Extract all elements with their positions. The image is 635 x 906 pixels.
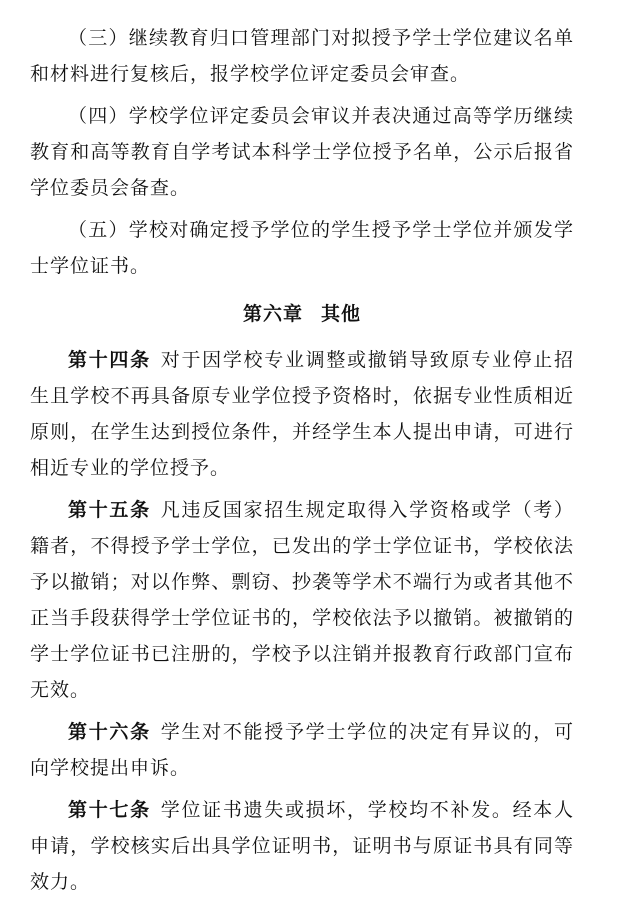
procedure-item-3: （三）继续教育归口管理部门对拟授予学士学位建议名单和材料进行复核后，报学校学位评定委员会审查。: [30, 27, 574, 85]
article-16: [30, 714, 574, 786]
article-14: [30, 342, 574, 486]
article-16-body: 学生对不能授予学士学位的决定有异议的，可向学校提出申诉。: [30, 721, 574, 779]
article-17-body: 学位证书遗失或损坏，学校均不补发。经本人申请，学校核实后出具学位证明书，证明书与原证书具有同等效力。: [30, 799, 574, 893]
article-14-body: 对于因学校专业调整或撤销导致原专业停止招生且学校不再具备原专业学位授予资格时，依据专业性质相近原则，在学生达到授位条件，并经学生本人提出申请，可进行相近专业的学位授予。: [30, 349, 574, 479]
article-15-body: 凡违反国家招生规定取得入学资格或学（考）籍者，不得授予学士学位，已发出的学士学位证书，学校依法予以撤销；对以作弊、剽窃、抄袭等学术不端行为或者其他不正当手段获得学士学位证书的，学校依法予以撤销。被撤销的学士学位证书已注册的，学校予以注销并报教育行政部门宣布无效。: [30, 499, 574, 701]
article-15-head: 第十五条: [68, 499, 151, 521]
article-17: [30, 792, 574, 900]
article-14-head: 第十四条: [68, 349, 151, 371]
procedure-item-4: （四）学校学位评定委员会审议并表决通过高等学历继续教育和高等教育自学考试本科学士学位授予名单，公示后报省学位委员会备查。: [30, 105, 574, 199]
article-17-head: 第十七条: [68, 799, 151, 821]
chapter-title: 其他: [321, 303, 362, 325]
procedure-item-5: （五）学校对确定授予学位的学生授予学士学位并颁发学士学位证书。: [30, 219, 574, 277]
document-page: [30, 20, 574, 906]
article-16-head: 第十六条: [68, 721, 151, 743]
article-15: [30, 492, 574, 708]
chapter-number: 第六章: [242, 303, 303, 325]
chapter-heading: [30, 296, 574, 332]
